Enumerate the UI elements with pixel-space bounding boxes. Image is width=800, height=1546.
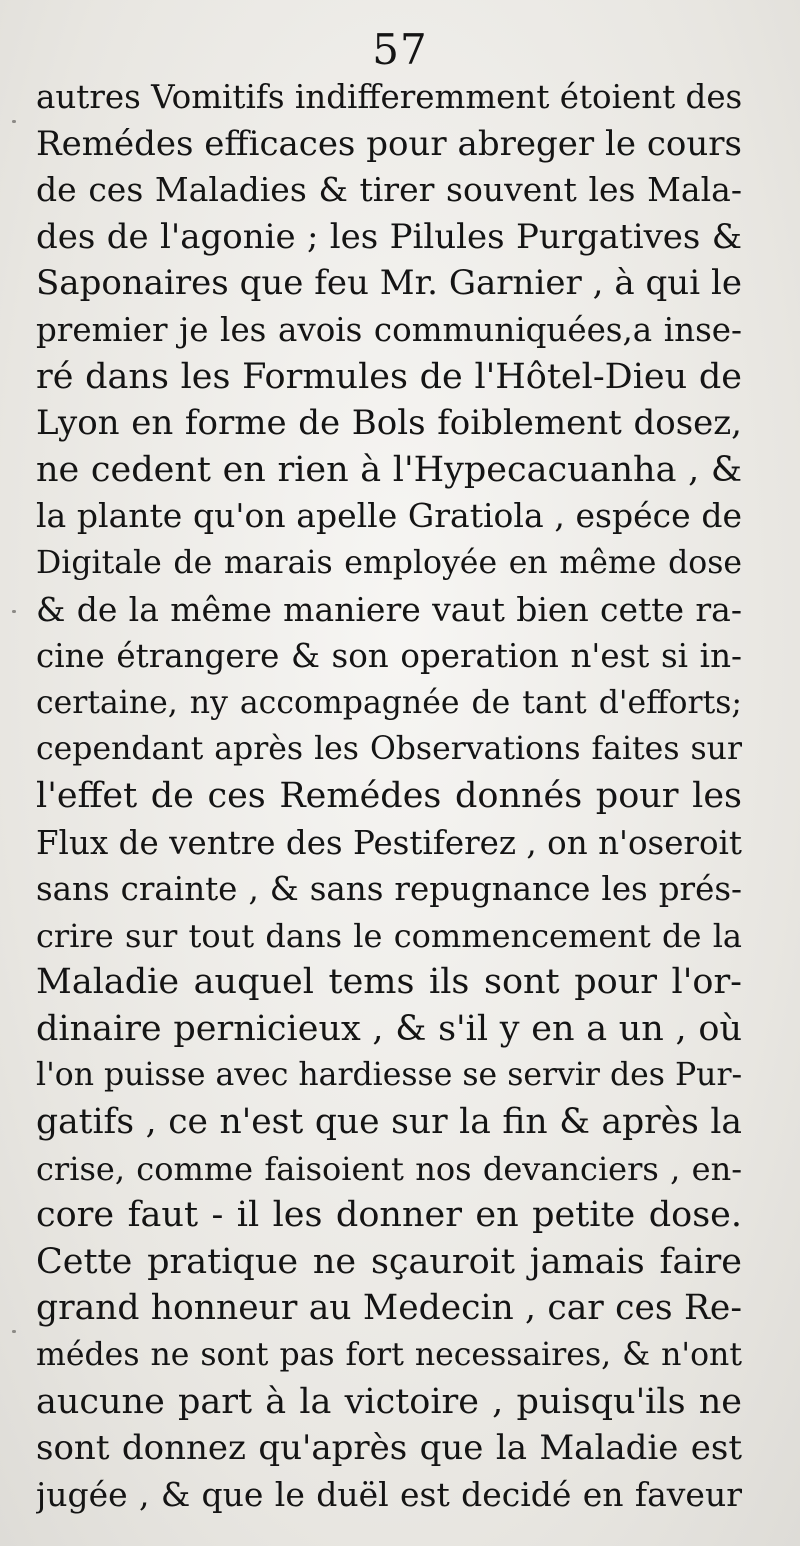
text-line: Flux de ventre des Pestiferez , on n'oseroit bbox=[36, 823, 742, 862]
text-line: & de la même maniere vaut bien cette ra- bbox=[36, 589, 742, 629]
text-line: ré dans les Formules de l'Hôtel-Dieu de bbox=[36, 356, 742, 397]
text-line: jugée , & que le duël est decidé en faveur bbox=[36, 1474, 742, 1514]
text-line: de ces Maladies & tirer souvent les Mala- bbox=[36, 170, 742, 210]
text-line: ne cedent en rien à l'Hypecacuanha , & bbox=[36, 449, 742, 490]
text-line: autres Vomitifs indifferemment étoient des bbox=[36, 78, 742, 116]
text-line: cine étrangere & son operation n'est si in- bbox=[36, 637, 742, 676]
page-number: 57 bbox=[372, 25, 428, 74]
text-line: core faut - il les donner en petite dose. bbox=[36, 1195, 742, 1236]
text-line: grand honneur au Medecin , car ces Re- bbox=[36, 1288, 742, 1329]
text-line: Lyon en forme de Bols foiblement dosez, bbox=[36, 403, 742, 444]
text-line: dinaire pernicieux , & s'il y en a un , où bbox=[36, 1008, 742, 1049]
text-line: gatifs , ce n'est que sur la fin & après la bbox=[36, 1102, 742, 1143]
text-line: premier je les avois communiquées,a inse- bbox=[36, 310, 742, 349]
text-line: Digitale de marais employée en même dose bbox=[36, 544, 742, 581]
text-line: Saponaires que feu Mr. Garnier , à qui le bbox=[36, 263, 742, 304]
text-line: l'effet de ces Remédes donnés pour les bbox=[36, 775, 742, 816]
margin-speck bbox=[12, 610, 16, 613]
body-text bbox=[36, 74, 742, 1518]
text-line: aucune part à la victoire , puisqu'ils ne bbox=[36, 1381, 742, 1422]
text-line: sans crainte , & sans repugnance les prés- bbox=[36, 870, 742, 909]
text-line: médes ne sont pas fort necessaires, & n'ont bbox=[36, 1337, 742, 1374]
text-line: des de l'agonie ; les Pilules Purgatives & bbox=[36, 216, 742, 257]
text-line: Maladie auquel tems ils sont pour l'or- bbox=[36, 962, 742, 1003]
text-line: la plante qu'on apelle Gratiola , espéce de bbox=[36, 496, 742, 536]
text-line: crire sur tout dans le commencement de la bbox=[36, 916, 742, 955]
text-line: l'on puisse avec hardiesse se servir des Pur- bbox=[36, 1057, 742, 1094]
text-line: Cette pratique ne sçauroit jamais faire bbox=[36, 1241, 742, 1282]
text-line: sont donnez qu'après que la Maladie est bbox=[36, 1428, 742, 1469]
margin-speck bbox=[12, 1330, 16, 1333]
text-line: crise, comme faisoient nos devanciers , en- bbox=[36, 1149, 742, 1188]
text-line: certaine, ny accompagnée de tant d'efforts; bbox=[36, 684, 742, 721]
text-line: Remédes efficaces pour abreger le cours bbox=[36, 123, 742, 164]
margin-speck bbox=[12, 120, 16, 123]
text-line: cependant après les Observations faites sur bbox=[36, 731, 742, 768]
